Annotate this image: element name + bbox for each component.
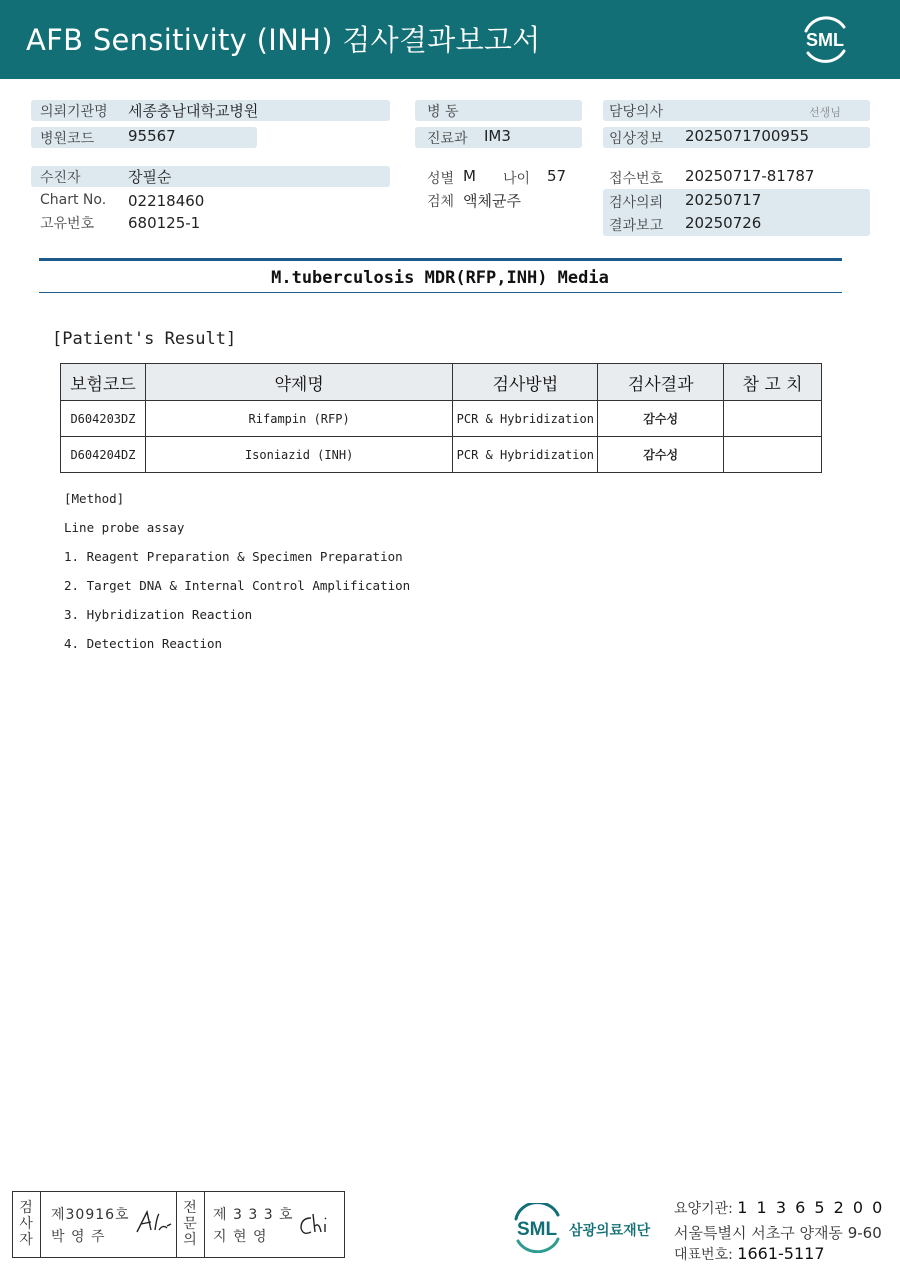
footer-organization: 삼광의료재단: [569, 1223, 651, 1239]
examiner-number: 제30916호: [51, 1207, 130, 1223]
examiner-cell: [41, 1192, 177, 1257]
department-label: 진료과: [427, 131, 468, 147]
specialist-label-cell: [177, 1192, 205, 1257]
footer-code-label: 요양기관:: [674, 1201, 733, 1217]
result-table: [60, 363, 822, 473]
method-line: Line probe assay: [64, 520, 185, 535]
footer-phone-value: 1661-5117: [737, 1244, 825, 1263]
report-header: [0, 0, 900, 79]
request-value: 20250717: [685, 191, 762, 209]
footer-code-line: [674, 1198, 884, 1218]
patient-label: 수진자: [40, 170, 81, 186]
footer-logo-text: SML: [516, 1219, 558, 1240]
examiner-signature: [133, 1208, 173, 1238]
footer-phone-label: 대표번호:: [674, 1247, 733, 1263]
table-row: [61, 437, 822, 473]
method-line: 3. Hybridization Reaction: [64, 607, 253, 622]
method-heading: [Method]: [64, 491, 125, 506]
sex-value: M: [463, 167, 476, 185]
institution-label: 의뢰기관명: [40, 104, 108, 120]
unique-id-value: 680125-1: [128, 214, 201, 232]
report-title: M.tuberculosis MDR(RFP,INH) Media: [271, 268, 609, 288]
examiner-label-cell: [13, 1192, 41, 1257]
specialist-number: 제 3 3 3 호: [213, 1207, 294, 1223]
footer-address: 서울특별시 서초구 양재동 9-60: [674, 1224, 882, 1242]
request-label: 검사의뢰: [609, 195, 664, 211]
unique-id-label: 고유번호: [40, 216, 95, 232]
age-label: 나이: [503, 171, 531, 187]
specimen-label: 검체: [427, 194, 455, 210]
doctor-label: 담당의사: [609, 104, 664, 120]
cell-reference: [724, 401, 822, 437]
hospital-code-value: 95567: [128, 127, 176, 145]
col-header-drug-name: 약제명: [145, 364, 452, 401]
specialist-signature: [297, 1210, 337, 1240]
hospital-code-label: 병원코드: [40, 131, 95, 147]
ward-label: 병 동: [427, 104, 459, 120]
receipt-value: 20250717-81787: [685, 167, 815, 185]
signature-box: [12, 1191, 345, 1258]
specialist-name: 지 현 영: [213, 1229, 268, 1245]
patient-bar: [31, 166, 390, 187]
sml-logo-text: SML: [806, 30, 844, 50]
cell-result: 감수성: [598, 437, 724, 473]
method-line: 4. Detection Reaction: [64, 636, 223, 651]
chart-label: Chart No.: [40, 192, 107, 208]
cell-drug-name: Isoniazid (INH): [145, 437, 452, 473]
receipt-label: 접수번호: [609, 171, 664, 187]
table-header-row: [61, 364, 822, 401]
footer-code-value: 1 1 3 6 5 2 0 0: [737, 1198, 885, 1217]
report-header-title: AFB Sensitivity (INH) 검사결과보고서: [26, 23, 541, 57]
specialist-cell: [205, 1192, 344, 1257]
method-line: 2. Target DNA & Internal Control Amplification: [64, 578, 411, 593]
report-date-value: 20250726: [685, 214, 762, 232]
report-date-label: 결과보고: [609, 218, 664, 234]
cell-method: PCR & Hybridization: [453, 437, 598, 473]
clinical-info-value: 2025071700955: [685, 127, 810, 145]
specimen-value: 액체균주: [463, 192, 521, 210]
col-header-insurance-code: 보험코드: [61, 364, 146, 401]
col-header-reference: 참 고 치: [724, 364, 822, 401]
cell-insurance-code: D604203DZ: [61, 401, 146, 437]
col-header-result: 검사결과: [598, 364, 724, 401]
patient-value: 장필순: [128, 168, 172, 186]
examiner-label: 검사자: [19, 1200, 33, 1248]
col-header-method: 검사방법: [453, 364, 598, 401]
section-title: [Patient's Result]: [52, 329, 237, 349]
cell-reference: [724, 437, 822, 473]
examiner-name: 박 영 주: [51, 1229, 106, 1245]
cell-drug-name: Rifampin (RFP): [145, 401, 452, 437]
specialist-label: 전문의: [183, 1200, 197, 1248]
doctor-value: 선생님: [809, 106, 841, 119]
institution-value: 세종충남대학교병원: [128, 102, 259, 120]
footer-sml-logo-icon: [510, 1203, 566, 1253]
title-bottom-rule: [39, 292, 842, 293]
cell-result: 감수성: [598, 401, 724, 437]
cell-insurance-code: D604204DZ: [61, 437, 146, 473]
table-row: [61, 401, 822, 437]
sex-label: 성별: [427, 171, 455, 187]
footer-phone-line: [674, 1244, 825, 1264]
cell-method: PCR & Hybridization: [453, 401, 598, 437]
method-line: 1. Reagent Preparation & Specimen Preparation: [64, 549, 403, 564]
age-value: 57: [547, 167, 567, 185]
clinical-info-label: 임상정보: [609, 131, 664, 147]
sml-logo-icon: [798, 13, 852, 67]
title-top-rule: [39, 258, 842, 261]
department-value: IM3: [484, 127, 511, 145]
chart-value: 02218460: [128, 192, 205, 210]
